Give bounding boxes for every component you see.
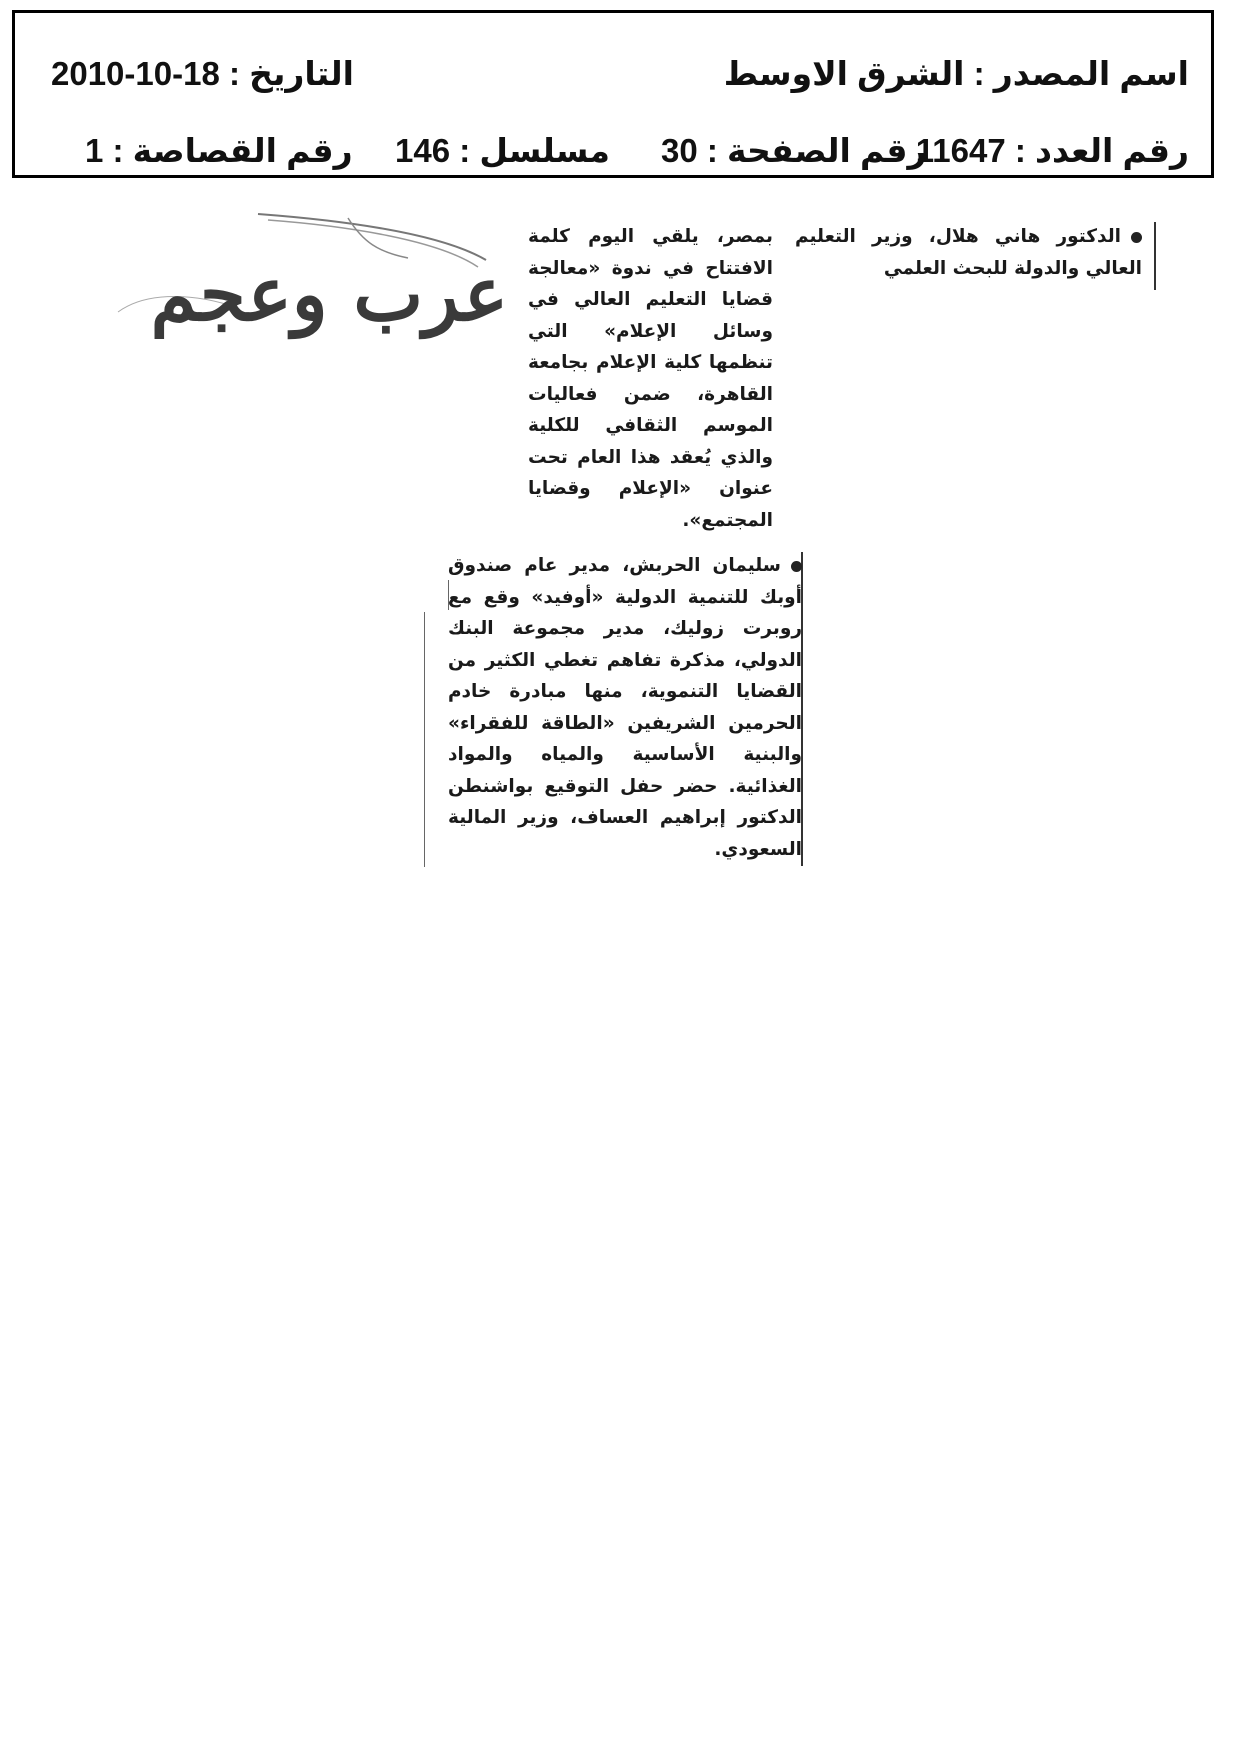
article-item-1-lead: الدكتور هاني هلال، وزير التعليم العالي والدولة للبحث العلمي [795,226,1142,279]
column-title: عرب وعجم [150,252,508,338]
column-logo [108,212,518,352]
clipping-number: رقم القصاصة : 1 [85,132,353,169]
clipping-header-box [12,10,1214,178]
article-item-2: سليمان الحربش، مدير عام صندوق أوبك للتنمية الدولية «أوفيد» وقع مع روبرت زوليك، مدير مجموعة البنك الدولي، مذكرة تفاهم تغطي الكثير من القضايا التنموية، منها مبادرة خادم الحرمين الشريفين «الطاقة للفقراء» والبنية الأساسية والمياه والمواد الغذائية. حضر حفل التوقيع بواشنطن الدكتور إبراهيم العساف، وزير المالية السعودي. [448,555,802,860]
bullet-icon [1131,232,1142,243]
column-divider [424,612,425,867]
page-number: رقم الصفحة : 30 [661,132,927,169]
clipping-date: التاريخ : 18-10-2010 [51,55,354,92]
source-name: اسم المصدر : الشرق الاوسط [723,55,1189,92]
issue-number: رقم العدد : 11647 [915,132,1189,169]
article-item-1-body: بمصر، يلقي اليوم كلمة الافتتاح في ندوة «معالجة قضايا التعليم العالي في وسائل الإعلام» التي تنظمها كلية الإعلام بجامعة القاهرة، ضمن فعاليات الموسم الثقافي للكلية والذي يُعقد هذا العام تحت عنوان «الإعلام وقضايا المجتمع». [528,226,773,531]
column-divider [1154,222,1156,290]
serial-number: مسلسل : 146 [395,132,610,169]
bullet-icon [791,561,802,572]
